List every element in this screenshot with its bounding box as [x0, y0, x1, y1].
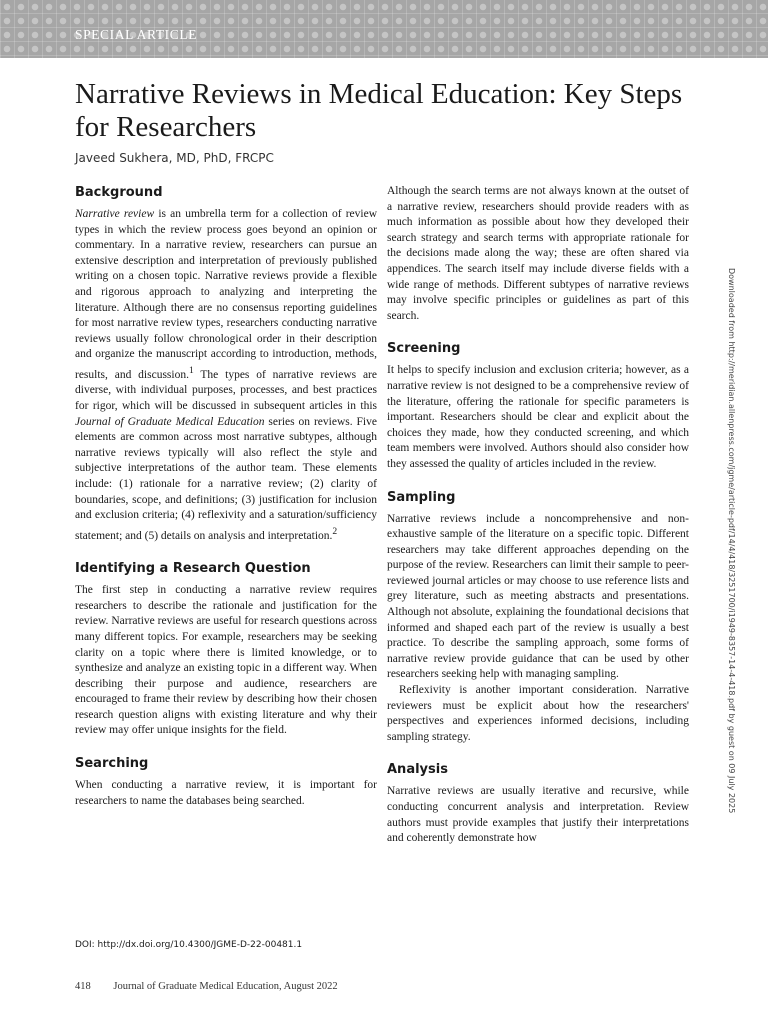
author-byline: Javeed Sukhera, MD, PhD, FRCPC: [75, 151, 274, 165]
sampling-paragraph: Narrative reviews include a noncomprehensive and non-exhaustive sample of the literature on a specific topic. Different researchers may take different approaches depending on the purpose of the review. Researchers can limit their sample to peer-reviewed journal articles or may choose to use reference lists and grey literature, such as meeting abstracts and presentations. Although not absolute, explaining the foundational decisions that informed and shaped each part of the review is usually a best practice. To describe the sampling approach, some forms of narrative review provide guidance that can be used by other researchers seeking help with managing sampling.: [387, 512, 689, 681]
page-footer: [75, 981, 338, 992]
right-column: [387, 184, 689, 847]
background-paragraph: [75, 207, 377, 544]
reflexivity-paragraph: Reflexivity is another important consideration. Narrative reviewers must be explicit about how the researchers' perspectives and experiences informed decisions, including sampling strategy.: [387, 684, 689, 743]
journal-name-italic: Journal of Graduate Medical Education: [75, 415, 265, 428]
citation-1[interactable]: 1: [188, 364, 194, 376]
heading-sampling: Sampling: [387, 489, 456, 505]
journal-citation: Journal of Graduate Medical Education, August 2022: [113, 981, 338, 992]
background-text-2: The types of narrative reviews are diverse, with individual purposes, processes, and best practices for rigor, which will be discussed in subsequent articles in this: [75, 368, 377, 412]
left-column: [75, 184, 377, 809]
analysis-paragraph: Narrative reviews are usually iterative and recursive, while conducting concurrent analysis and interpretation. Review authors must provide examples that justify their interpretations and coherently demonstrate how: [387, 785, 689, 845]
heading-background: Background: [75, 185, 163, 200]
searching-continued-paragraph: Although the search terms are not always known at the outset of a narrative review, researchers should provide readers with as much information as possible about how they developed their search strategy and search terms with appropriate rationale for the decisions made along the way; these are often shared via appendices. The search itself may include diverse fields with a wide range of methods. Different subtypes of narrative reviews may involve specific principles or guidelines as part of this search.: [387, 185, 689, 322]
download-watermark: Downloaded from http://meridian.allenpress.com/jgme/article-pdf/14/4/418/3251700/i1949-8357-14-4-418.pdf by guest on 09 July 2025: [727, 268, 736, 814]
article-title: Narrative Reviews in Medical Education: Key Steps for Researchers: [75, 78, 683, 143]
research-question-paragraph: The first step in conducting a narrative review requires researchers to describe the rationale and justification for the review. Narrative reviews are useful for research questions across many different topics. For example, researchers may be seeking clarity on a topic where there is limited knowledge, or to synthesize and analyze an existing topic in a different way. When describing their purpose and audience, researchers are encouraged to frame their review by describing how their chosen research question aligns with existing literature and why their review may offer unique insights for the field.: [75, 584, 377, 737]
heading-screening: Screening: [387, 341, 461, 357]
background-text-3: series on reviews. Five elements are common across most narrative subtypes, although narrative reviews typically will also reflect the style and subjective interpretations of the author team. These elements include: (1) rationale for a narrative review; (2) clarity of boundaries, scope, and definitions; (3) justification for inclusion and exclusion criteria; (4) reflexivity and a saturation/sufficiency statement; and (5) details on analysis and interpretation.: [75, 415, 377, 542]
page-number: 418: [75, 981, 91, 992]
citation-2[interactable]: 2: [332, 525, 338, 537]
doi-link[interactable]: DOI: http://dx.doi.org/10.4300/JGME-D-22-00481.1: [75, 940, 303, 950]
heading-research-question: Identifying a Research Question: [75, 561, 311, 577]
heading-analysis: Analysis: [387, 762, 448, 778]
searching-paragraph: When conducting a narrative review, it is important for researchers to name the databases being searched.: [75, 779, 377, 807]
background-text-1: is an umbrella term for a collection of review types in which the review process goes beyond an opinion or commentary. In a narrative review, researchers can pursue an extensive description and interpretation of previously published writing on a chosen topic. Narrative reviews provide a flexible and rigorous approach to analyzing and interpreting the literature. Although there are no consensus reporting guidelines for most narrative review types, researchers conducting narrative reviews usually follow chronological order in their description and organize the manuscript according to introduction, methods, results, and discussion.: [75, 208, 377, 381]
article-type-label: SPECIAL ARTICLE: [75, 27, 198, 42]
term-narrative-review: Narrative review: [75, 208, 155, 220]
heading-searching: Searching: [75, 756, 149, 772]
special-article-banner: [0, 0, 768, 58]
screening-paragraph: It helps to specify inclusion and exclusion criteria; however, as a narrative review is not designed to be a comprehensive review of the literature, offering the rationale for specific parameters is important. Researchers should be clear and explicit about the choices they made, how they conducted screening, and which team members were involved. Authors should also consider how they assessed the quality of articles included in the review.: [387, 364, 689, 470]
